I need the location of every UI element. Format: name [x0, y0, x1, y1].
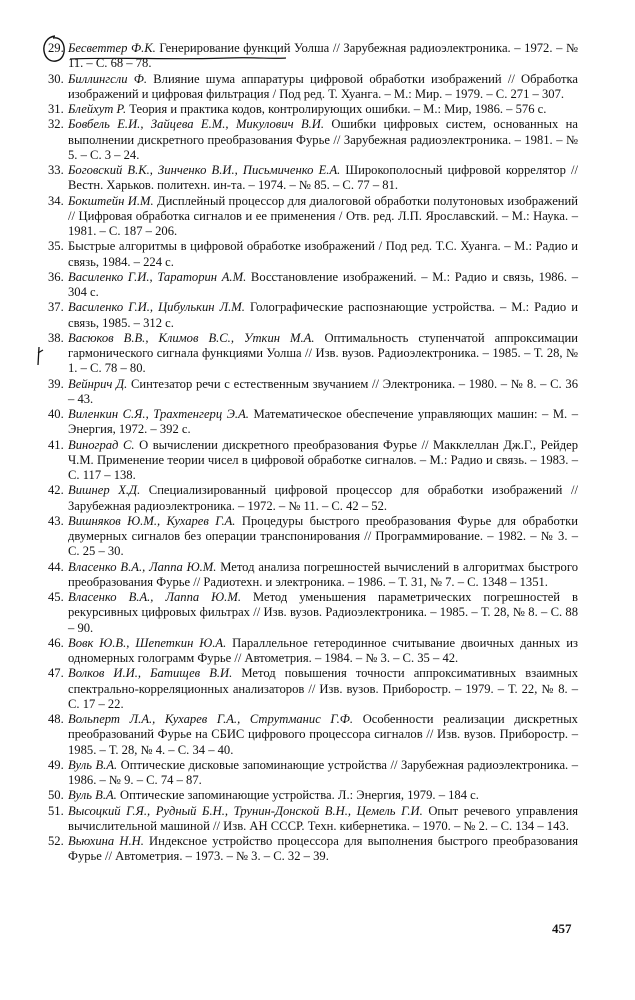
reference-authors: Вовк Ю.В., Шепеткин Ю.А. [68, 635, 227, 650]
reference-number: 31. [48, 102, 64, 116]
reference-number: 52. [48, 834, 64, 848]
reference-number: 46. [48, 635, 64, 650]
reference-authors: Виленкин С.Я., Трахтенгерц Э.А. [68, 407, 249, 421]
reference-item [48, 72, 578, 103]
reference-number: 51. [48, 803, 64, 818]
reference-number: 41. [48, 437, 64, 452]
reference-authors: Власенко В.А., Лаппа Ю.М. [68, 559, 217, 574]
reference-text: Оптические дисковые запоминающие устройства // Зарубежная радиоэлектроника. – 1986. – № 9. – С. 74 – 87. [68, 757, 578, 787]
reference-authors: Васюков В.В., Климов В.С., Уткин М.А. [68, 330, 315, 345]
reference-text: Оптимальность ступенчатой аппроксимации гармонического сигнала функциями Уолша // Изв. вузов. Радиоэлектроника. – 1985. – Т. 28, № 1. – С. 78 – 80. [68, 330, 578, 376]
reference-text: Опыт речевого управления вычислительной машиной // Изв. АН СССР. Техн. кибернетика. – 1970. – № 2. – С. 134 – 143. [68, 803, 578, 833]
reference-authors: Высоцкий Г.Я., Рудный Б.Н., Трунин-Донской В.Н., Цемель Г.И. [68, 803, 423, 818]
reference-text: Синтезатор речи с естественным звучанием // Электроника. – 1980. – № 8. – С. 36 – 43. [68, 376, 578, 406]
reference-text: Метод повышения точности аппроксимативных взаимных спектрально-корреляционных анализаторов // Изв. вузов. Приборостр. – 1979. – Т. 22, № 8. – С. 17 – 22. [68, 666, 578, 711]
reference-authors: Виноград С. [68, 437, 135, 452]
reference-number: 45. [48, 590, 64, 604]
reference-text: Индексное устройство процессора для выполнения быстрого преобразования Фурье // Автометрия. – 1973. – № 3. – С. 32 – 39. [68, 834, 578, 864]
reference-number: 30. [48, 71, 64, 86]
reference-text: Математическое обеспечение управляющих машин: – М. – Энергия, 1972. – 392 с. [68, 407, 578, 437]
reference-item [48, 239, 578, 270]
reference-text: Генерирование функций Уолша // Зарубежная радиоэлектроника. – 1972. – № 11. – С. 68 – 78. [68, 41, 578, 71]
reference-text: Быстрые алгоритмы в цифровой обработке изображений / Под ред. Т.С. Хуанга. – М.: Радио и связь, 1984. – 224 с. [68, 239, 578, 269]
reference-number: 29. [48, 41, 64, 55]
reference-number: 36. [48, 269, 64, 284]
reference-authors: Вишнер Х.Д. [68, 483, 141, 498]
reference-authors: Бокштейн И.М. [68, 193, 154, 208]
reference-authors: Волков И.И., Батищев В.И. [68, 666, 233, 681]
reference-item [48, 300, 578, 331]
reference-text: Восстановление изображений. – М.: Радио и связь, 1986. – 304 с. [68, 269, 578, 299]
reference-number: 47. [48, 666, 64, 681]
reference-item [48, 163, 578, 194]
reference-authors: Василенко Г.И., Цибулькин Л.М. [68, 300, 245, 315]
reference-number: 32. [48, 117, 64, 132]
reference-authors: Вишняков Ю.М., Кухарев Г.А. [68, 513, 236, 528]
reference-authors: Вуль В.А. [68, 788, 117, 803]
reference-item [48, 483, 578, 514]
reference-item [48, 560, 578, 591]
reference-number: 37. [48, 300, 64, 315]
reference-number: 42. [48, 483, 64, 498]
reference-item [48, 438, 578, 484]
reference-text: Широкополосный цифровой коррелятор // Вестн. Харьков. политехн. ин-та. – 1974. – № 85. – С. 77 – 81. [68, 163, 578, 193]
reference-text: Ошибки цифровых систем, основанных на выполнении дискретного преобразования Фурье // Зарубежная радиоэлектроника. – 1981. – № 5. – С. 3 – 24. [68, 117, 578, 162]
reference-text: Влияние шума аппаратуры цифровой обработки изображений // Обработка изображений и цифровая фильтрация / Под ред. Т. Хуанга. – М.: Мир. – 1979. – С. 271 – 307. [68, 71, 578, 101]
reference-text: Параллельное гетеродинное считывание двоичных данных из одномерных голограмм Фурье // Автометрия. – 1984. – № 3. – С. 35 – 42. [68, 635, 578, 665]
reference-authors: Вольперт Л.А., Кухарев Г.А., Струтманис Г.Ф. [68, 712, 354, 726]
reference-text: Голографические распознающие устройства. – М.: Радио и связь, 1985. – 312 с. [68, 300, 578, 330]
reference-number: 33. [48, 163, 64, 177]
reference-item [48, 788, 578, 803]
reference-authors: Вьюхина Н.Н. [68, 834, 144, 848]
reference-item [48, 270, 578, 301]
reference-number: 48. [48, 712, 64, 726]
reference-item [48, 666, 578, 712]
reference-item [48, 41, 578, 72]
reference-authors: Вейнрич Д. [68, 376, 128, 391]
reference-item [48, 758, 578, 789]
reference-item [48, 834, 578, 865]
reference-item [48, 377, 578, 408]
reference-item [48, 712, 578, 758]
reference-text: Теория и практика кодов, контролирующих ошибки. – М.: Мир, 1986. – 576 с. [126, 102, 547, 116]
reference-number: 49. [48, 757, 64, 772]
reference-number: 39. [48, 376, 64, 391]
reference-number: 34. [48, 193, 64, 208]
reference-number: 35. [48, 239, 64, 254]
reference-item [48, 117, 578, 163]
reference-authors: Блейхут Р. [68, 102, 127, 116]
reference-text: Процедуры быстрого преобразования Фурье для обработки двумерных сигналов без операции транспонирования // Программирование. – 1982. – № 3. – С. 25 – 30. [68, 513, 578, 559]
reference-authors: Власенко В.А., Лаппа Ю.М. [68, 590, 241, 604]
reference-text: Метод уменьшения параметрических погрешностей в рекурсивных цифровых фильтрах // Изв. вузов. Радиоэлектроника. – 1985. – Т. 28, № 8. – С. 88 – 90. [68, 590, 578, 635]
reference-text: Особенности реализации дискретных преобразований Фурье на СБИС цифрового процессора сигналов // Изв. вузов. Приборостр. – 1985. – Т. 28, № 4. – С. 34 – 40. [68, 712, 578, 757]
reference-authors: Биллингсли Ф. [68, 71, 148, 86]
reference-authors: Василенко Г.И., Тараторин А.М. [68, 269, 247, 284]
reference-text: О вычислении дискретного преобразования Фурье // Макклеллан Дж.Г., Рейдер Ч.М. Применение теории чисел в цифровой обработке сигналов. – М.: Радио и связь. – 1983. – С. 117 – 138. [68, 437, 579, 482]
reference-number: 44. [48, 559, 64, 574]
reference-item [48, 804, 578, 835]
reference-number: 38. [48, 330, 64, 345]
reference-text: Специализированный цифровой процессор для обработки изображений // Зарубежная радиоэлектроника. – 1972. – № 11. – С. 42 – 52. [68, 483, 578, 513]
reference-authors: Бовбель Е.И., Зайцева Е.М., Микулович В.И. [68, 117, 325, 132]
reference-text: Оптические запоминающие устройства. Л.: Энергия, 1979. – 184 с. [116, 788, 479, 803]
reference-list [48, 41, 578, 865]
reference-authors: Боговский В.К., Зинченко В.И., Письмиченко Е.А. [68, 163, 341, 177]
reference-item [48, 514, 578, 560]
reference-item [48, 590, 578, 636]
reference-item [48, 407, 578, 438]
reference-item [48, 331, 578, 377]
handwritten-margin-mark [32, 345, 46, 367]
reference-number: 50. [48, 788, 64, 803]
reference-authors: Вуль В.А. [68, 757, 118, 772]
reference-item [48, 102, 578, 117]
reference-authors: Бесветтер Ф.К. [68, 41, 156, 55]
reference-item [48, 636, 578, 667]
reference-number: 43. [48, 513, 64, 528]
reference-text: Метод анализа погрешностей вычислений в алгоритмах быстрого преобразования Фурье // Радиотехн. и электроника. – 1986. – Т. 31, № 7. – С. 1348 – 1351. [68, 559, 578, 589]
reference-item [48, 194, 578, 240]
page-number: 457 [552, 921, 572, 936]
reference-text: Дисплейный процессор для диалоговой обработки полутоновых изображений // Цифровая обработка сигналов и ее применения / Отв. ред. Л.П. Ярославский. – М.: Наука. – 1981. – С. 187 – 206. [68, 193, 578, 238]
reference-number: 40. [48, 407, 64, 421]
